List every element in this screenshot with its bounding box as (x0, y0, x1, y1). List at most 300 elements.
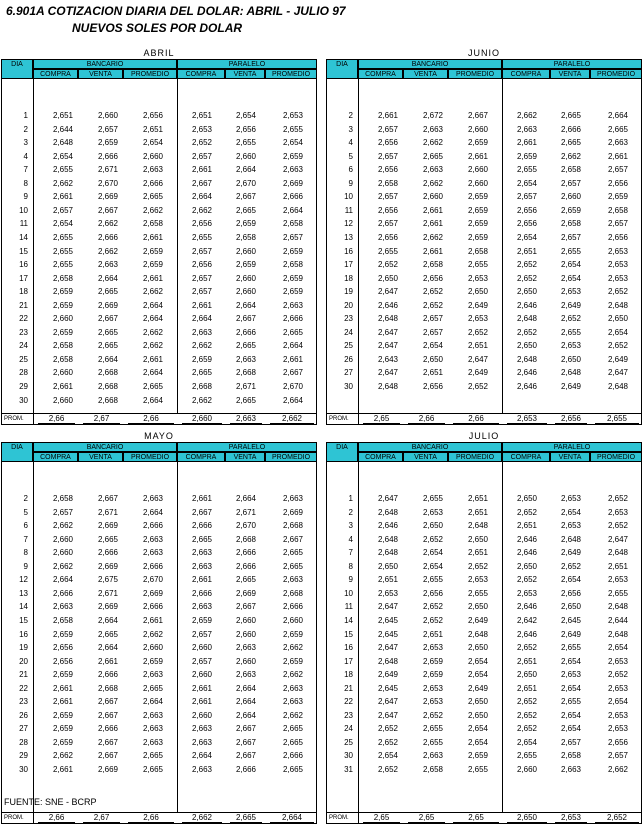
rate-cell: 2,658 (52, 341, 73, 351)
table-row (327, 655, 641, 669)
rate-cell: 2,655 (422, 737, 443, 747)
rate-cell: 2,646 (516, 382, 537, 391)
rate-cell: 2,663 (97, 260, 118, 270)
table-row (327, 272, 641, 286)
rate-cell: 2,649 (467, 615, 488, 625)
rate-cell: 2,653 (422, 683, 443, 693)
table-row (2, 709, 316, 723)
table-row (327, 506, 641, 520)
table-row (327, 668, 641, 682)
rate-cell: 2,668 (282, 521, 303, 531)
rate-cell: 2,661 (142, 354, 163, 364)
rate-cell: 2,645 (560, 615, 581, 625)
rate-cell: 2,661 (191, 165, 212, 175)
rate-cell: 2,652 (607, 287, 628, 297)
rate-cell: 2,667 (191, 507, 212, 517)
table-row (2, 312, 316, 326)
rate-cell: 2,648 (607, 629, 628, 639)
table-row (327, 339, 641, 353)
table-row (327, 722, 641, 736)
promedio-header: PROMEDIO (590, 452, 642, 462)
rate-cell: 2,665 (282, 561, 303, 571)
rate-cell: 2,659 (467, 205, 488, 215)
rate-cell: 2,665 (142, 751, 163, 761)
rate-cell: 2,653 (560, 287, 581, 297)
rate-cell: 2,663 (191, 724, 212, 734)
day-cell: 15 (19, 615, 28, 625)
rate-cell: 2,669 (97, 300, 118, 310)
rate-cell: 2,654 (52, 151, 73, 161)
rate-cell: 2,663 (282, 300, 303, 310)
rate-cell: 2,654 (467, 724, 488, 734)
rate-cell: 2,654 (422, 548, 443, 558)
rate-cell: 2,648 (377, 382, 398, 391)
rate-cell: 2,657 (191, 629, 212, 639)
rate-cell: 2,659 (282, 273, 303, 283)
rate-cell: 2,651 (467, 548, 488, 558)
table-row (2, 177, 316, 191)
rate-cell: 2,665 (282, 548, 303, 558)
rate-cell: 2,656 (560, 588, 581, 598)
rate-cell: 2,665 (97, 327, 118, 337)
rate-cell: 2,663 (607, 138, 628, 148)
day-cell: 19 (344, 287, 353, 297)
day-cell: 23 (19, 697, 28, 707)
rate-cell: 2,664 (282, 395, 303, 405)
month-title: JULIO (468, 431, 500, 441)
rate-cell: 2,661 (516, 138, 537, 148)
month-title: MAYO (144, 431, 174, 441)
rate-cell: 2,647 (377, 697, 398, 707)
bancario-header: BANCARIO (33, 442, 177, 452)
compra-header: COMPRA (358, 69, 403, 79)
rate-cell: 2,658 (377, 178, 398, 188)
month-title: ABRIL (143, 48, 175, 58)
venta-header: VENTA (403, 452, 448, 462)
day-cell: 16 (19, 260, 28, 270)
rate-cell: 2,653 (422, 697, 443, 707)
day-cell: 13 (19, 588, 28, 598)
rate-cell: 2,654 (560, 683, 581, 693)
rate-cell: 2,661 (191, 683, 212, 693)
table-row (2, 722, 316, 736)
rate-cell: 2,664 (191, 751, 212, 761)
table-row (327, 560, 641, 574)
rate-cell: 2,670 (142, 575, 163, 585)
prom-label: PROM. (4, 815, 24, 821)
rate-cell: 2,647 (377, 710, 398, 720)
rate-cell: 2,646 (516, 300, 537, 310)
rate-cell: 2,646 (516, 548, 537, 558)
rate-cell: 2,650 (422, 354, 443, 364)
rate-cell: 2,653 (607, 724, 628, 734)
rate-cell: 2,666 (142, 561, 163, 571)
rate-cell: 2,657 (191, 287, 212, 297)
rate-cell: 2,649 (467, 368, 488, 378)
dia-header: DIA (1, 59, 33, 79)
table-row (327, 587, 641, 601)
rate-cell: 2,662 (282, 643, 303, 653)
rate-cell: 2,653 (607, 710, 628, 720)
rate-cell: 2,648 (560, 534, 581, 544)
day-cell: 26 (19, 710, 28, 720)
rate-cell: 2,660 (52, 548, 73, 558)
average-cell: 2,653 (555, 813, 587, 823)
rate-cell: 2,650 (516, 494, 537, 503)
rate-cell: 2,665 (235, 341, 256, 351)
rate-cell: 2,667 (282, 368, 303, 378)
rate-cell: 2,650 (467, 697, 488, 707)
table-row (327, 695, 641, 709)
day-cell: 9 (23, 561, 28, 571)
rate-cell: 2,665 (235, 205, 256, 215)
rate-cell: 2,670 (235, 521, 256, 531)
rate-cell: 2,669 (97, 561, 118, 571)
rate-cell: 2,659 (191, 615, 212, 625)
rate-cell: 2,663 (52, 602, 73, 612)
rate-cell: 2,652 (560, 561, 581, 571)
rate-cell: 2,666 (97, 670, 118, 680)
table-row (2, 204, 316, 218)
rate-cell: 2,650 (516, 287, 537, 297)
day-cell: 26 (344, 354, 353, 364)
table-row (2, 682, 316, 696)
rate-cell: 2,651 (467, 507, 488, 517)
promedio-header: PROMEDIO (448, 452, 502, 462)
rate-cell: 2,661 (191, 697, 212, 707)
average-cell: 2,650 (507, 813, 547, 823)
rate-cell: 2,651 (377, 575, 398, 585)
rate-cell: 2,664 (235, 697, 256, 707)
rate-cell: 2,659 (52, 724, 73, 734)
rate-cell: 2,650 (607, 314, 628, 324)
rate-cell: 2,656 (607, 232, 628, 242)
column-divider (358, 414, 359, 424)
rate-cell: 2,667 (235, 192, 256, 202)
paralelo-header: PARALELO (502, 442, 642, 452)
rate-cell: 2,652 (377, 260, 398, 270)
table-row (327, 299, 641, 313)
rate-cell: 2,654 (52, 219, 73, 229)
table-row (327, 326, 641, 340)
rate-cell: 2,663 (282, 697, 303, 707)
rate-cell: 2,647 (377, 602, 398, 612)
rate-cell: 2,647 (607, 368, 628, 378)
rate-cell: 2,653 (607, 656, 628, 666)
table-row (2, 628, 316, 642)
prom-label: PROM. (4, 416, 24, 422)
rate-cell: 2,660 (235, 287, 256, 297)
day-cell: 15 (19, 246, 28, 256)
rate-cell: 2,648 (52, 138, 73, 148)
table-row (327, 736, 641, 750)
rate-cell: 2,666 (52, 588, 73, 598)
rate-cell: 2,652 (560, 314, 581, 324)
table-row (2, 258, 316, 272)
rate-cell: 2,655 (422, 575, 443, 585)
day-cell: 8 (23, 178, 28, 188)
rate-cell: 2,654 (516, 178, 537, 188)
rate-cell: 2,668 (191, 382, 212, 391)
rate-cell: 2,664 (97, 273, 118, 283)
bancario-header: BANCARIO (33, 59, 177, 69)
rate-cell: 2,660 (560, 192, 581, 202)
rate-cell: 2,655 (191, 232, 212, 242)
day-cell: 16 (344, 643, 353, 653)
paralelo-header: PARALELO (177, 442, 317, 452)
rate-cell: 2,661 (52, 697, 73, 707)
rate-cell: 2,658 (282, 219, 303, 229)
rate-cell: 2,655 (52, 165, 73, 175)
rate-cell: 2,644 (52, 124, 73, 134)
venta-header: VENTA (225, 69, 265, 79)
rate-cell: 2,649 (560, 300, 581, 310)
table-row (2, 299, 316, 313)
rate-cell: 2,663 (516, 124, 537, 134)
table-title: 6.901A COTIZACION DIARIA DEL DOLAR: ABRIL - JULIO 97 (6, 4, 346, 18)
rate-cell: 2,655 (282, 124, 303, 134)
rate-cell: 2,648 (607, 548, 628, 558)
rate-cell: 2,660 (52, 534, 73, 544)
day-cell: 29 (19, 751, 28, 761)
prom-label: PROM. (329, 416, 349, 422)
rate-cell: 2,662 (282, 670, 303, 680)
rate-cell: 2,654 (560, 260, 581, 270)
rate-cell: 2,659 (52, 327, 73, 337)
rate-cell: 2,660 (142, 151, 163, 161)
rate-cell: 2,667 (97, 494, 118, 503)
rate-cell: 2,647 (377, 368, 398, 378)
rate-cell: 2,653 (282, 111, 303, 120)
rate-cell: 2,663 (142, 494, 163, 503)
rate-cell: 2,658 (422, 765, 443, 774)
rate-cell: 2,657 (377, 151, 398, 161)
rate-cell: 2,668 (97, 382, 118, 391)
day-cell: 25 (344, 341, 353, 351)
rate-cell: 2,649 (607, 354, 628, 364)
rate-cell: 2,667 (191, 178, 212, 188)
rate-cell: 2,650 (516, 670, 537, 680)
rate-cell: 2,650 (516, 561, 537, 571)
rate-cell: 2,659 (422, 656, 443, 666)
rate-cell: 2,659 (142, 260, 163, 270)
rate-cell: 2,666 (191, 521, 212, 531)
rate-cell: 2,664 (97, 354, 118, 364)
rate-cell: 2,662 (97, 219, 118, 229)
rate-cell: 2,660 (97, 111, 118, 120)
rate-cell: 2,653 (560, 494, 581, 503)
rate-cell: 2,652 (516, 710, 537, 720)
table-row (2, 326, 316, 340)
rate-cell: 2,667 (97, 205, 118, 215)
rate-cell: 2,659 (52, 670, 73, 680)
day-cell: 9 (23, 192, 28, 202)
rate-cell: 2,648 (377, 314, 398, 324)
rate-cell: 2,654 (467, 737, 488, 747)
rate-cell: 2,662 (142, 287, 163, 297)
table-row (327, 150, 641, 164)
rate-cell: 2,658 (422, 260, 443, 270)
day-cell: 8 (23, 548, 28, 558)
day-cell: 20 (19, 656, 28, 666)
table-row (2, 245, 316, 259)
rate-cell: 2,651 (142, 124, 163, 134)
rate-cell: 2,664 (52, 575, 73, 585)
day-cell: 6 (23, 521, 28, 531)
day-cell: 10 (344, 588, 353, 598)
day-cell: 1 (348, 494, 353, 503)
rate-cell: 2,656 (191, 260, 212, 270)
table-row (327, 366, 641, 380)
day-cell: 28 (19, 737, 28, 747)
rate-cell: 2,655 (52, 232, 73, 242)
rate-cell: 2,652 (516, 643, 537, 653)
rate-cell: 2,651 (467, 341, 488, 351)
rate-cell: 2,653 (467, 575, 488, 585)
rate-cell: 2,663 (235, 643, 256, 653)
rate-cell: 2,658 (282, 260, 303, 270)
rate-cell: 2,661 (607, 151, 628, 161)
rate-cell: 2,658 (52, 615, 73, 625)
day-cell: 27 (344, 368, 353, 378)
day-cell: 18 (344, 670, 353, 680)
average-cell: 2,665 (230, 813, 262, 823)
rate-cell: 2,670 (97, 178, 118, 188)
rate-cell: 2,666 (97, 151, 118, 161)
rate-cell: 2,664 (235, 710, 256, 720)
average-cell: 2,662 (182, 813, 222, 823)
rate-cell: 2,659 (282, 656, 303, 666)
day-cell: 21 (344, 683, 353, 693)
rate-cell: 2,666 (235, 327, 256, 337)
rate-cell: 2,666 (97, 548, 118, 558)
rate-cell: 2,662 (282, 710, 303, 720)
rate-cell: 2,653 (422, 507, 443, 517)
table-row (2, 136, 316, 150)
average-cell: 2,66 (128, 414, 174, 424)
rate-cell: 2,670 (282, 382, 303, 391)
rate-cell: 2,653 (467, 273, 488, 283)
average-cell: 2,652 (595, 813, 639, 823)
day-cell: 25 (19, 354, 28, 364)
rate-cell: 2,666 (191, 588, 212, 598)
promedio-header: PROMEDIO (123, 452, 177, 462)
rate-cell: 2,664 (142, 697, 163, 707)
rate-cell: 2,666 (142, 178, 163, 188)
rate-cell: 2,657 (516, 192, 537, 202)
venta-header: VENTA (403, 69, 448, 79)
rate-cell: 2,653 (607, 273, 628, 283)
rate-cell: 2,660 (52, 314, 73, 324)
table-row (327, 682, 641, 696)
rate-cell: 2,652 (422, 710, 443, 720)
day-cell: 29 (19, 382, 28, 391)
day-cell: 18 (344, 273, 353, 283)
column-divider (358, 813, 359, 823)
rate-cell: 2,669 (282, 178, 303, 188)
rate-cell: 2,645 (377, 683, 398, 693)
rate-cell: 2,652 (607, 341, 628, 351)
table-row (327, 231, 641, 245)
rate-cell: 2,656 (142, 111, 163, 120)
table-row (327, 163, 641, 177)
rate-cell: 2,652 (377, 724, 398, 734)
table-row (327, 546, 641, 560)
day-cell: 23 (344, 314, 353, 324)
rate-cell: 2,657 (52, 205, 73, 215)
rate-cell: 2,669 (235, 588, 256, 598)
rate-cell: 2,662 (422, 178, 443, 188)
rate-cell: 2,653 (560, 670, 581, 680)
rate-cell: 2,648 (560, 368, 581, 378)
rate-cell: 2,660 (235, 629, 256, 639)
rate-cell: 2,655 (422, 724, 443, 734)
rate-cell: 2,656 (191, 219, 212, 229)
day-cell: 23 (19, 327, 28, 337)
rate-cell: 2,659 (282, 629, 303, 639)
rate-cell: 2,659 (282, 246, 303, 256)
table-row (2, 736, 316, 750)
rate-cell: 2,660 (52, 368, 73, 378)
day-cell: 22 (344, 697, 353, 707)
rate-cell: 2,659 (52, 287, 73, 297)
rate-cell: 2,665 (142, 683, 163, 693)
rate-cell: 2,659 (191, 354, 212, 364)
rate-cell: 2,650 (422, 521, 443, 531)
table-row (327, 258, 641, 272)
rate-cell: 2,671 (235, 507, 256, 517)
table-row (2, 217, 316, 231)
rate-cell: 2,665 (142, 765, 163, 774)
rate-cell: 2,662 (191, 395, 212, 405)
average-cell: 2,67 (83, 813, 120, 823)
rate-cell: 2,657 (607, 165, 628, 175)
rate-cell: 2,665 (191, 368, 212, 378)
paralelo-header: PARALELO (502, 59, 642, 69)
rate-cell: 2,665 (142, 192, 163, 202)
rate-cell: 2,665 (282, 737, 303, 747)
rate-cell: 2,663 (282, 494, 303, 503)
rate-cell: 2,649 (377, 670, 398, 680)
day-cell: 6 (348, 165, 353, 175)
rate-cell: 2,655 (560, 246, 581, 256)
rate-cell: 2,659 (142, 656, 163, 666)
day-cell: 10 (19, 205, 28, 215)
rate-cell: 2,664 (235, 165, 256, 175)
rate-cell: 2,668 (282, 588, 303, 598)
average-cell: 2,66 (128, 813, 174, 823)
rate-cell: 2,657 (377, 219, 398, 229)
day-cell: 9 (348, 575, 353, 585)
venta-header: VENTA (78, 69, 123, 79)
rate-cell: 2,663 (142, 165, 163, 175)
day-cell: 8 (348, 561, 353, 571)
rate-cell: 2,651 (422, 368, 443, 378)
day-cell: 30 (344, 751, 353, 761)
rate-cell: 2,654 (560, 656, 581, 666)
rate-cell: 2,646 (516, 534, 537, 544)
rate-cell: 2,658 (467, 246, 488, 256)
rate-cell: 2,650 (467, 643, 488, 653)
venta-header: VENTA (550, 69, 590, 79)
compra-header: COMPRA (502, 69, 550, 79)
day-cell: 24 (19, 341, 28, 351)
rate-cell: 2,654 (560, 724, 581, 734)
day-cell: 14 (19, 232, 28, 242)
rate-cell: 2,664 (607, 111, 628, 120)
rate-cell: 2,665 (282, 327, 303, 337)
rate-cell: 2,652 (467, 327, 488, 337)
